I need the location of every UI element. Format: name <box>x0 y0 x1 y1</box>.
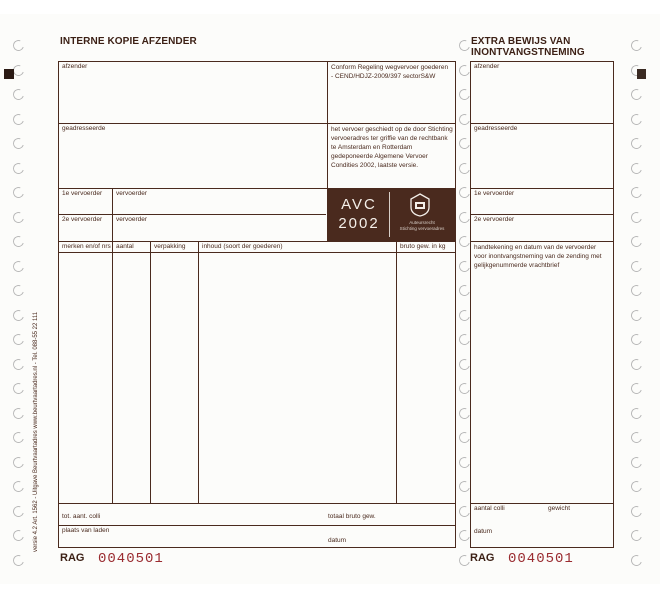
avc-logo-line1: AVC <box>341 196 377 213</box>
perforation-hole <box>629 259 644 274</box>
perforation-hole <box>629 430 644 445</box>
avc-logo-sub1: Auteursrecht <box>409 220 435 225</box>
divider <box>58 123 456 124</box>
perforation-hole <box>457 38 472 53</box>
perforation-hole <box>629 308 644 323</box>
perforation-hole <box>11 136 26 151</box>
divider <box>58 525 456 526</box>
plaats-van-laden-label: plaats van laden <box>62 527 110 534</box>
perforation-hole <box>629 357 644 372</box>
vervoerder1-label: 1e vervoerder <box>62 190 103 197</box>
perforation-hole <box>11 112 26 127</box>
perforation-hole <box>629 504 644 519</box>
right-vervoerder1-label: 1e vervoerder <box>474 190 515 197</box>
perforation-hole <box>629 136 644 151</box>
avc-emblem-icon <box>410 193 430 217</box>
perforation-hole <box>629 210 644 225</box>
perforation-hole <box>11 357 26 372</box>
divider <box>470 214 614 215</box>
perforation-hole <box>11 161 26 176</box>
registration-mark-right <box>637 69 646 79</box>
perforation-hole <box>11 455 26 470</box>
right-perforation-strip <box>620 34 650 584</box>
right-geadresseerde-label: geadresseerde <box>474 125 518 132</box>
perforation-hole <box>11 234 26 249</box>
gewicht-label: gewicht <box>548 505 571 512</box>
perforation-hole <box>629 455 644 470</box>
vervoerder2-label: 2e vervoerder <box>62 216 103 223</box>
perforation-hole <box>629 283 644 298</box>
perforation-hole <box>629 528 644 543</box>
perforation-hole <box>11 308 26 323</box>
right-datum-label: datum <box>474 528 493 535</box>
perforation-hole <box>629 332 644 347</box>
divider <box>198 241 199 503</box>
left-perforation-strip <box>2 34 32 584</box>
perforation-hole <box>11 406 26 421</box>
divider <box>470 503 614 504</box>
avc-logo <box>327 188 456 241</box>
left-subtitle-faint <box>62 48 64 54</box>
right-afzender-label: afzender <box>474 63 500 70</box>
divider <box>470 188 614 189</box>
perforation-hole <box>629 112 644 127</box>
vervoerder1-name-label: vervoerder <box>116 190 148 197</box>
perforation-hole <box>11 430 26 445</box>
datum-label: datum <box>328 537 347 544</box>
perforation-hole <box>629 553 644 568</box>
perforation-hole <box>629 185 644 200</box>
printer-info-vertical: versie 4.2 Art. 1562 - Uitgave Beurtvaartadres www.beurtvaartadres.nl - Tel. 088-55 22 111 <box>33 311 39 552</box>
avc-logo-copyright <box>393 220 451 231</box>
perforation-hole <box>629 87 644 102</box>
left-title: INTERNE KOPIE AFZENDER <box>60 36 197 47</box>
divider <box>58 503 456 504</box>
divider <box>150 241 151 503</box>
perforation-hole <box>629 234 644 249</box>
conform-note: Conform Regeling wegvervoer goederen - CEND/HDJZ-2009/397 sectorS&W <box>331 64 449 80</box>
left-form-number: 0040501 <box>98 551 164 567</box>
perforation-hole <box>11 259 26 274</box>
avc-logo-divider <box>389 192 390 237</box>
vervoerder2-name-label: vervoerder <box>116 216 148 223</box>
avc-logo-text <box>333 195 385 233</box>
vervoer-conditions-note: het vervoer geschiedt op de door Stichting vervoeradres ter griffie van de rechtbank te Amsterdam en Rotterdam gedeponeerde Algemene Vervoer Condities 2002, laatste versie. <box>331 126 453 169</box>
col-verpakking: verpakking <box>154 243 186 250</box>
geadresseerde-label: geadresseerde <box>62 125 106 132</box>
left-rag-label: RAG <box>60 552 85 564</box>
divider <box>112 188 113 241</box>
divider <box>327 61 328 188</box>
perforation-hole <box>11 210 26 225</box>
tot-colli-label: tot. aant. colli <box>62 513 101 520</box>
perforation-hole <box>11 479 26 494</box>
perforation-hole <box>11 381 26 396</box>
perforation-hole <box>629 479 644 494</box>
col-bruto: bruto gew. in kg <box>400 243 446 250</box>
divider <box>470 241 614 242</box>
totaal-bruto-label: totaal bruto gew. <box>328 513 376 520</box>
divider <box>396 241 397 503</box>
perforation-hole <box>11 38 26 53</box>
avc-logo-sub2: Stichting vervoeradres <box>399 225 445 231</box>
afzender-label: afzender <box>62 63 88 70</box>
handtekening-note: handtekening en datum van de vervoerder voor inontvangstneming van de zending met gelijkgenummerde vrachtbrief <box>474 244 602 269</box>
perforation-hole <box>11 283 26 298</box>
perforation-hole <box>11 87 26 102</box>
right-form-number: 0040501 <box>508 551 574 567</box>
right-vervoerder2-label: 2e vervoerder <box>474 216 515 223</box>
right-rag-label: RAG <box>470 552 495 564</box>
perforation-hole <box>629 406 644 421</box>
perforation-hole <box>11 185 26 200</box>
col-inhoud: inhoud (soort der goederen) <box>202 243 283 250</box>
perforation-hole <box>629 381 644 396</box>
perforation-hole <box>629 161 644 176</box>
aantal-colli-label: aantal colli <box>474 505 505 512</box>
perforation-hole <box>11 332 26 347</box>
avc-logo-line2: 2002 <box>338 215 380 232</box>
perforation-hole <box>11 553 26 568</box>
right-title: EXTRA BEWIJS VAN INONTVANGSTNEMING <box>471 36 585 58</box>
divider <box>470 123 614 124</box>
divider <box>112 241 113 503</box>
perforation-hole <box>11 528 26 543</box>
col-merken: merken en/of nrs <box>62 243 111 250</box>
perforation-hole <box>629 38 644 53</box>
right-form-frame <box>470 61 614 548</box>
waybill-form <box>0 14 660 584</box>
col-aantal: aantal <box>116 243 134 250</box>
registration-mark-left <box>4 69 14 79</box>
divider <box>58 214 326 215</box>
perforation-hole <box>11 504 26 519</box>
